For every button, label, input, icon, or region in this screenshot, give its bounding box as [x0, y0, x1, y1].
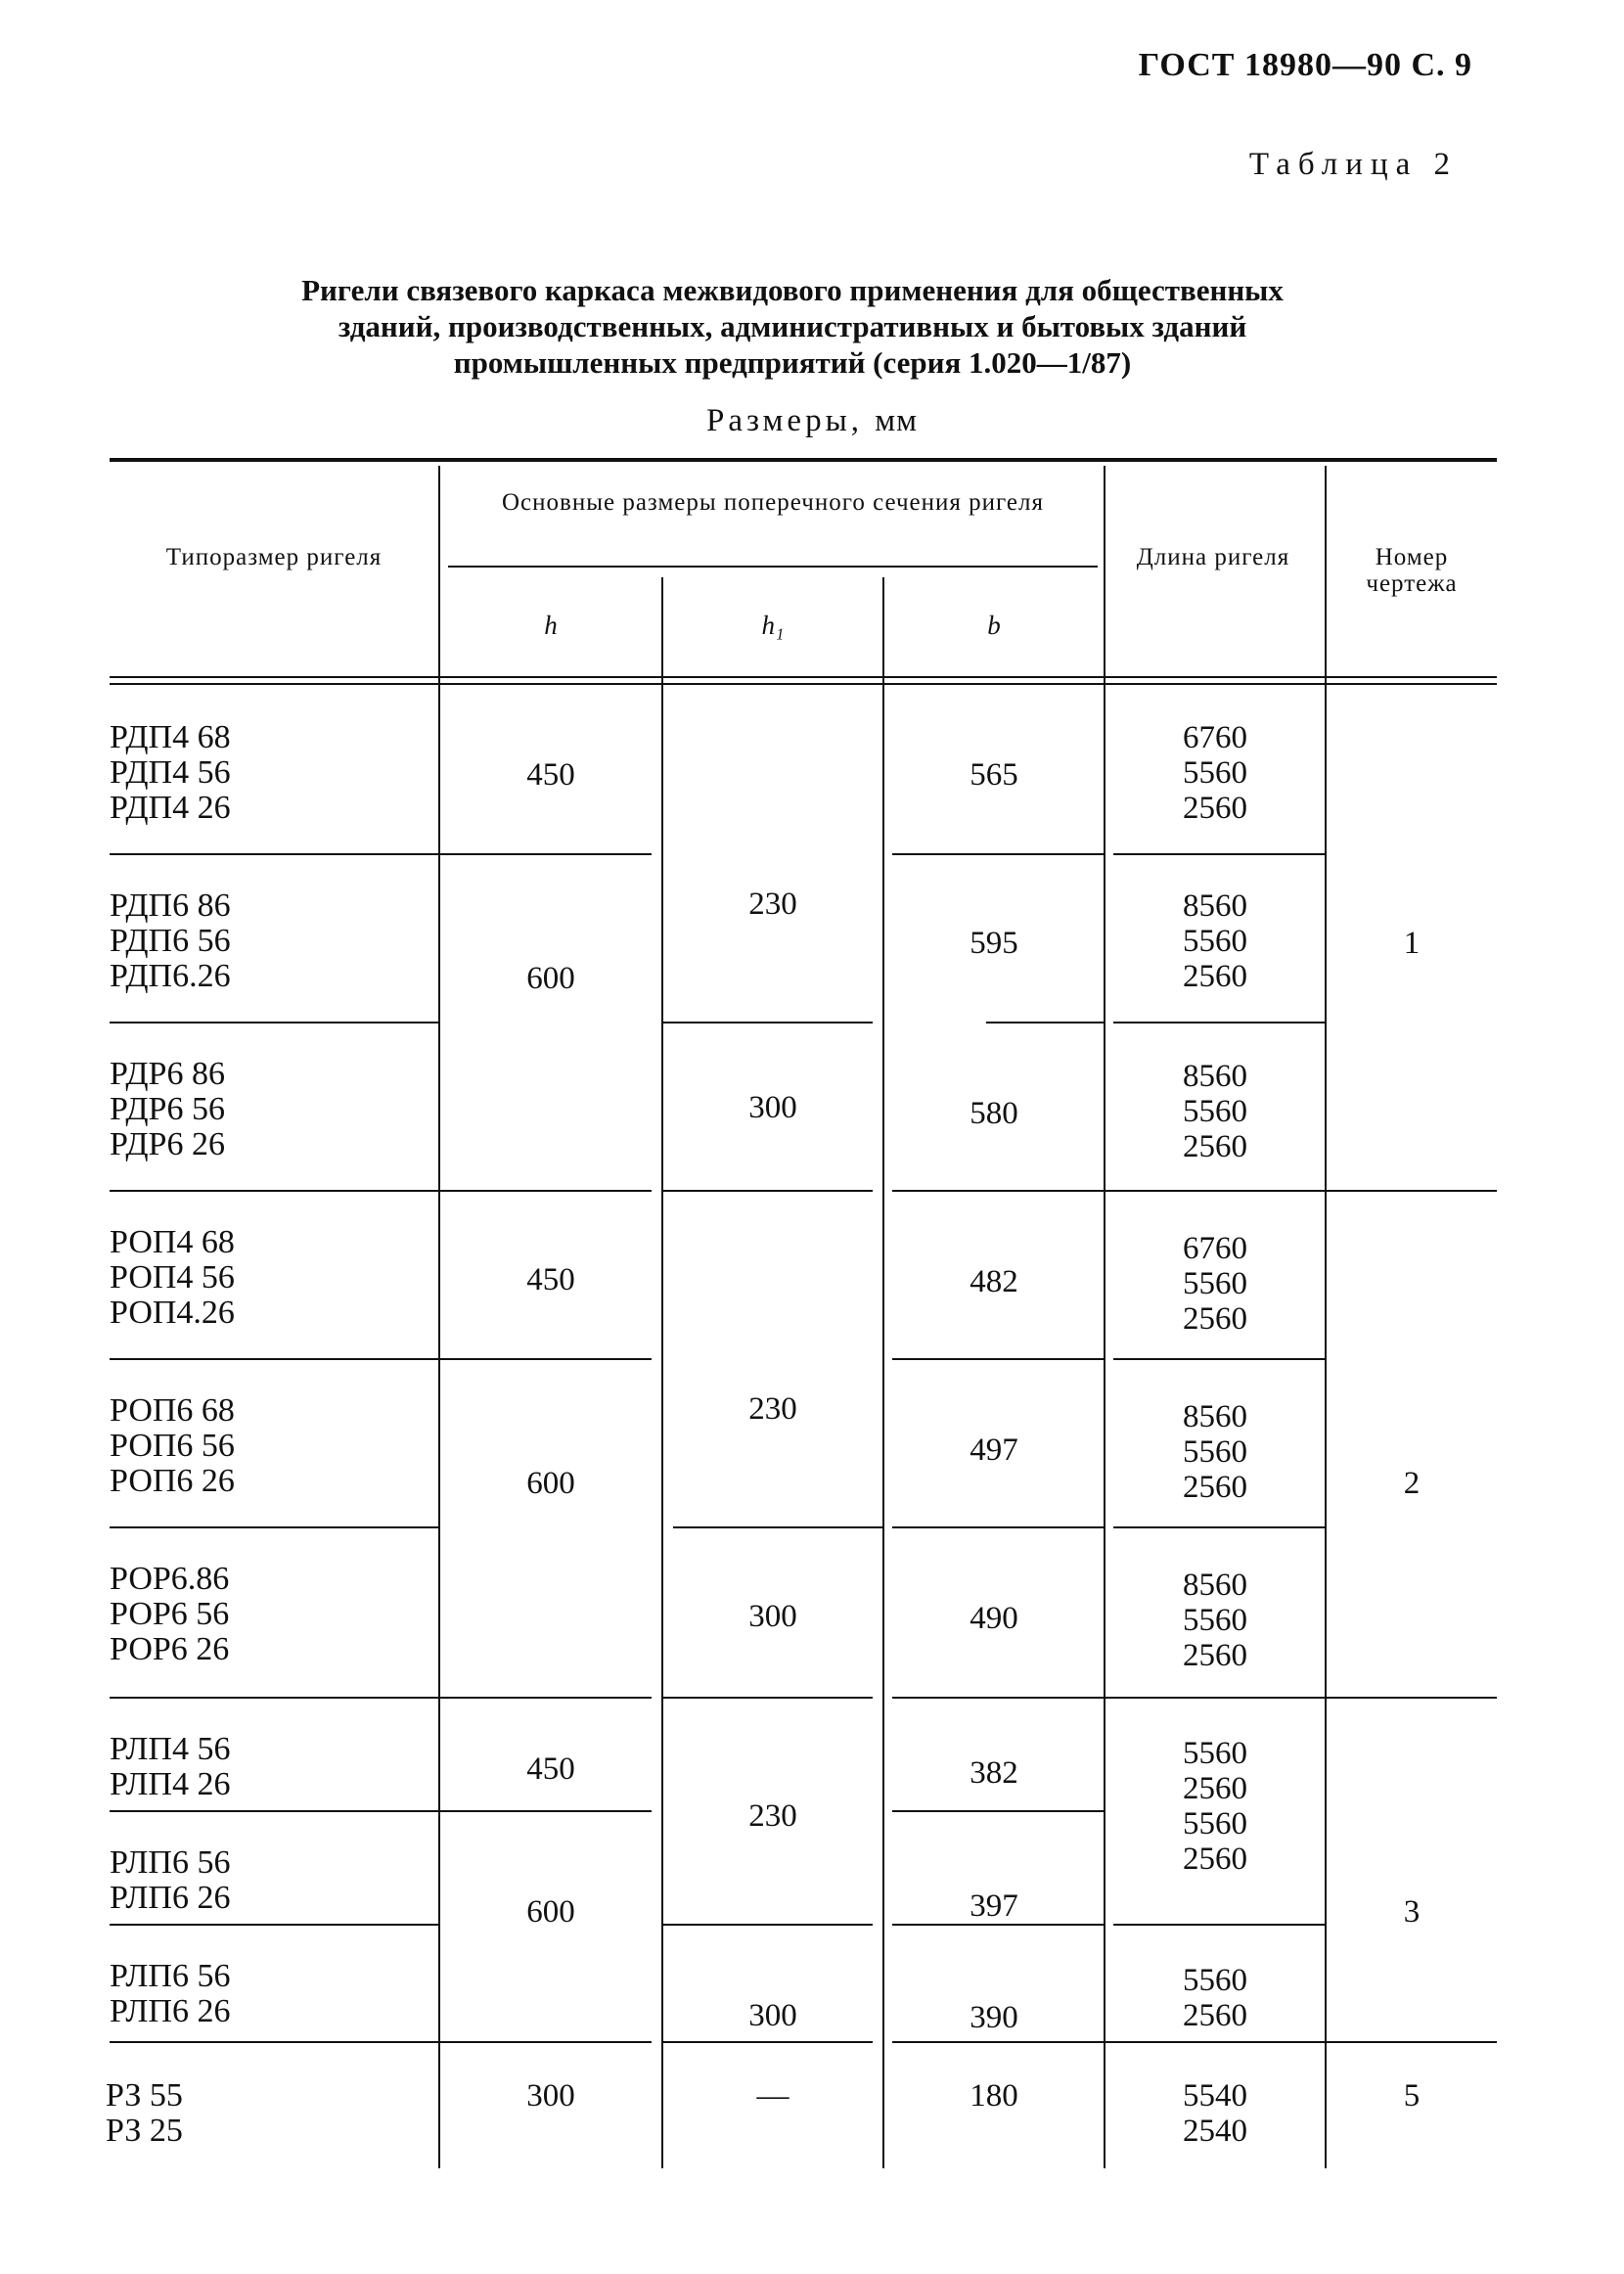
col-header-h1: h₁ — [761, 611, 785, 640]
type-label: РОП6 26 — [110, 1463, 235, 1499]
type-label: РДП4 68 — [110, 719, 231, 755]
h1-value: — — [756, 2078, 789, 2114]
type-label: РДП4 56 — [110, 754, 231, 791]
type-group-7 — [110, 1732, 230, 1802]
b-value: 482 — [970, 1264, 1018, 1299]
length-value: 2560 — [1183, 1998, 1247, 2033]
length-row-rule — [1113, 853, 1325, 855]
h1-row-rule — [663, 2041, 873, 2043]
length-group-1 — [1105, 720, 1325, 826]
length-value: 6760 — [1183, 1231, 1247, 1266]
header-group-rule — [448, 566, 1098, 568]
length-group-3 — [1105, 1059, 1325, 1164]
type-label: РДП6 56 — [110, 923, 231, 959]
col-header-b: b — [987, 611, 1001, 640]
type-label: РДП6.26 — [110, 958, 231, 994]
type-group-6 — [110, 1562, 229, 1667]
type-label: РДР6 86 — [110, 1056, 225, 1092]
b-value: 497 — [970, 1433, 1018, 1468]
h1-value: 300 — [748, 1090, 797, 1125]
length-value: 5560 — [1183, 924, 1247, 959]
col-header-type: Типоразмер ригеля — [165, 544, 383, 570]
type-label: РОП4 68 — [110, 1224, 235, 1260]
length-row-rule — [1105, 1697, 1497, 1699]
b-value: 595 — [970, 926, 1018, 961]
type-label: РЛП6 26 — [110, 1993, 231, 2029]
col-header-drawing: Номер чертежа — [1366, 544, 1458, 597]
b-row-rule — [892, 1526, 1104, 1528]
type-label: РЗ 55 — [106, 2077, 183, 2114]
type-label: РДП4 26 — [110, 790, 231, 826]
h1-row-rule — [663, 1190, 873, 1192]
h1-row-rule — [663, 1924, 873, 1926]
b-row-rule — [892, 1697, 1104, 1699]
b-value: 180 — [970, 2078, 1018, 2114]
col-divider-2 — [661, 577, 663, 2168]
type-group-8 — [110, 1845, 230, 1916]
type-label: РОП6 68 — [110, 1392, 235, 1429]
b-row-rule — [892, 1190, 1104, 1192]
type-label: РЛП6 26 — [110, 1880, 231, 1916]
length-group-10 — [1105, 2078, 1325, 2149]
h1-row-rule — [673, 1526, 882, 1528]
length-row-rule — [1105, 1190, 1497, 1192]
type-row-rule — [110, 1358, 438, 1360]
h1-value: 300 — [748, 1998, 797, 2033]
h-row-rule — [440, 1358, 652, 1360]
drawing-number: 2 — [1403, 1466, 1421, 1501]
length-value: 5560 — [1183, 1266, 1247, 1301]
type-row-rule — [110, 853, 438, 855]
length-value: 5560 — [1183, 1434, 1247, 1470]
length-value: 2560 — [1183, 1638, 1247, 1673]
length-value: 8560 — [1183, 1568, 1247, 1603]
type-row-rule — [110, 1810, 438, 1812]
type-label: РОП4 56 — [110, 1259, 235, 1296]
b-row-rule — [892, 1358, 1104, 1360]
length-value: 6760 — [1183, 720, 1247, 755]
length-group-7 — [1105, 1736, 1325, 1877]
length-group-5 — [1105, 1399, 1325, 1505]
title-line-1: Ригели связевого каркаса межвидового применения для общественных — [301, 273, 1284, 307]
length-value: 5540 — [1183, 2078, 1247, 2114]
h-value: 600 — [526, 1466, 575, 1501]
b-value: 390 — [970, 2000, 1018, 2035]
length-value: 2560 — [1183, 1771, 1247, 1806]
h-value: 450 — [526, 757, 575, 793]
h-value: 600 — [526, 961, 575, 996]
h1-row-rule — [663, 1697, 873, 1699]
type-row-rule — [110, 1190, 438, 1192]
h1-value: 300 — [748, 1599, 797, 1634]
type-label: РОР6 26 — [110, 1631, 230, 1667]
col-header-length: Длина ригеля — [1136, 544, 1290, 570]
table-title — [157, 272, 1428, 381]
length-row-rule — [1113, 1022, 1325, 1023]
type-label: РЗ 25 — [106, 2113, 183, 2149]
length-row-rule — [1113, 1924, 1325, 1926]
b-row-rule — [892, 853, 1104, 855]
length-value: 2560 — [1183, 1842, 1247, 1877]
type-label: РЛП6 56 — [110, 1844, 231, 1881]
h1-value: 230 — [748, 887, 797, 922]
type-label: РОР6 56 — [110, 1596, 230, 1632]
length-value: 5560 — [1183, 1806, 1247, 1842]
type-group-2 — [110, 888, 231, 994]
table-top-rule — [110, 458, 1497, 462]
h-value: 600 — [526, 1894, 575, 1930]
length-value: 8560 — [1183, 888, 1247, 924]
col-header-section-group: Основные размеры поперечного сечения ригеля — [501, 489, 1045, 516]
type-group-4 — [110, 1225, 235, 1331]
page-reference: ГОСТ 18980—90 С. 9 — [1138, 47, 1472, 83]
b-value: 580 — [970, 1096, 1018, 1131]
type-label: РОП6 56 — [110, 1428, 235, 1464]
type-label: РОП4.26 — [110, 1295, 235, 1331]
type-row-rule — [110, 1924, 438, 1926]
h1-row-rule — [663, 1022, 873, 1023]
b-row-rule — [986, 1022, 1104, 1023]
drawing-number: 3 — [1403, 1894, 1421, 1930]
length-value: 8560 — [1183, 1399, 1247, 1434]
h1-value: 230 — [748, 1798, 797, 1834]
length-row-rule — [1113, 1526, 1325, 1528]
h-row-rule — [440, 2041, 652, 2043]
length-group-9 — [1105, 1963, 1325, 2033]
type-label: РДР6 56 — [110, 1091, 225, 1127]
title-line-3: промышленных предприятий (серия 1.020—1/87) — [453, 345, 1132, 380]
type-group-9 — [110, 1959, 230, 2029]
length-value: 8560 — [1183, 1059, 1247, 1094]
length-row-rule — [1113, 1358, 1325, 1360]
type-label: РЛП4 26 — [110, 1766, 231, 1802]
h-value: 300 — [526, 2078, 575, 2114]
length-value: 5560 — [1183, 1094, 1247, 1129]
b-row-rule — [892, 2041, 1104, 2043]
type-label: РДР6 26 — [110, 1126, 225, 1162]
b-value: 397 — [970, 1888, 1018, 1924]
units-caption: Размеры, мм — [705, 403, 919, 438]
length-value: 2560 — [1183, 959, 1247, 994]
h-value: 450 — [526, 1751, 575, 1787]
length-value: 2560 — [1183, 1129, 1247, 1164]
type-label: РЛП6 56 — [110, 1958, 231, 1994]
h-value: 450 — [526, 1262, 575, 1297]
length-row-rule — [1105, 2041, 1497, 2043]
length-value: 5560 — [1183, 1963, 1247, 1998]
type-group-1 — [110, 720, 231, 826]
h1-value: 230 — [748, 1391, 797, 1427]
type-label: РОР6.86 — [110, 1561, 230, 1597]
length-value: 2560 — [1183, 1470, 1247, 1505]
length-value: 2560 — [1183, 1301, 1247, 1337]
length-value: 5560 — [1183, 1603, 1247, 1638]
length-value: 5560 — [1183, 1736, 1247, 1771]
b-row-rule — [892, 1810, 1104, 1812]
b-value: 490 — [970, 1601, 1018, 1636]
col-divider-3 — [882, 577, 884, 2168]
length-value: 2560 — [1183, 791, 1247, 826]
type-group-10 — [106, 2078, 183, 2149]
length-value: 5560 — [1183, 755, 1247, 791]
type-row-rule — [110, 1526, 438, 1528]
table-number: Таблица 2 — [1248, 147, 1458, 182]
length-group-2 — [1105, 888, 1325, 994]
length-value: 2540 — [1183, 2114, 1247, 2149]
length-group-6 — [1105, 1568, 1325, 1673]
type-label: РЛП4 56 — [110, 1731, 231, 1767]
h-row-rule — [440, 853, 652, 855]
b-value: 382 — [970, 1755, 1018, 1791]
length-group-4 — [1105, 1231, 1325, 1337]
b-value: 565 — [970, 757, 1018, 793]
type-group-3 — [110, 1057, 225, 1162]
drawing-number: 1 — [1403, 926, 1421, 961]
title-line-2: зданий, производственных, административных и бытовых зданий — [338, 309, 1247, 343]
h-row-rule — [440, 1190, 652, 1192]
header-bottom-rule-2 — [110, 683, 1497, 685]
type-group-5 — [110, 1393, 235, 1499]
h-row-rule — [440, 1810, 652, 1812]
type-row-rule — [110, 1022, 438, 1023]
col-header-h: h — [544, 611, 558, 640]
type-row-rule — [110, 2041, 438, 2043]
type-label: РДП6 86 — [110, 887, 231, 924]
header-bottom-rule-1 — [110, 676, 1497, 678]
type-row-rule — [110, 1697, 438, 1699]
b-row-rule — [892, 1924, 1104, 1926]
h-row-rule — [440, 1697, 652, 1699]
drawing-number: 5 — [1403, 2078, 1421, 2114]
